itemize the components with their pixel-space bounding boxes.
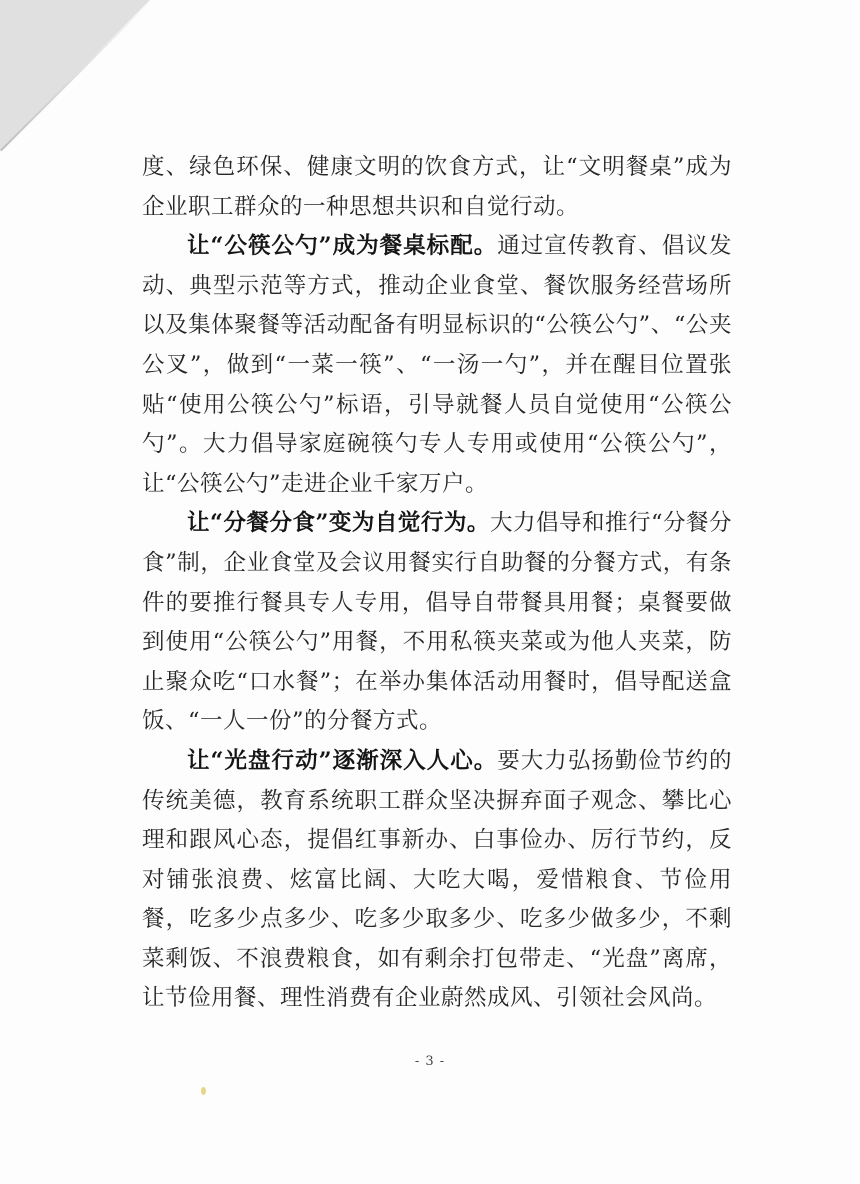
paragraph-separate-meals [142, 504, 732, 742]
paragraph-text: 大力倡导和推行“分餐分食”制，企业食堂及会议用餐实行自助餐的分餐方式，有条件的要推行餐具专人专用，倡导自带餐具用餐；桌餐要做到使用“公筷公勺”用餐，不用私筷夹菜或为他人夹菜，防止聚众吃“口水餐”；在举办集体活动用餐时，倡导配送盒饭、“一人一份”的分餐方式。 [142, 510, 732, 735]
paragraph-shared-utensils [142, 227, 732, 504]
document-body [142, 148, 732, 1019]
paragraph-text: 度、绿色环保、健康文明的饮食方式，让“文明餐桌”成为企业职工群众的一种思想共识和自觉行动。 [142, 154, 732, 220]
paragraph-text: 通过宣传教育、倡议发动、典型示范等方式，推动企业食堂、餐饮服务经营场所以及集体聚餐等活动配备有明显标识的“公筷公勺”、“公夹公叉”，做到“一菜一筷”、“一汤一勺”，并在醒目位置张贴“使用公筷公勺”标语，引导就餐人员自觉使用“公筷公勺”。大力倡导家庭碗筷勺专人专用或使用“公筷公勺”，让“公筷公勺”走进企业千家万户。 [142, 233, 732, 497]
page-number: - 3 - [414, 1054, 446, 1069]
paragraph-clean-plate [142, 742, 732, 1019]
paragraph-continuation [142, 148, 732, 227]
scan-speck [201, 1087, 206, 1095]
paragraph-lead-heading: 让“分餐分食”变为自觉行为。 [187, 510, 490, 537]
paragraph-lead-heading: 让“光盘行动”逐渐深入人心。 [187, 747, 498, 774]
paragraph-lead-heading: 让“公筷公勺”成为餐桌标配。 [187, 233, 498, 260]
paragraph-text: 要大力弘扬勤俭节约的传统美德，教育系统职工群众坚决摒弃面子观念、攀比心理和跟风心态，提倡红事新办、白事俭办、厉行节约，反对铺张浪费、炫富比阔、大吃大喝，爱惜粮食、节俭用餐，吃多少点多少、吃多少取多少、吃多少做多少，不剩菜剩饭、不浪费粮食，如有剩余打包带走、“光盘”离席，让节俭用餐、理性消费有企业蔚然成风、引领社会风尚。 [142, 747, 732, 1012]
